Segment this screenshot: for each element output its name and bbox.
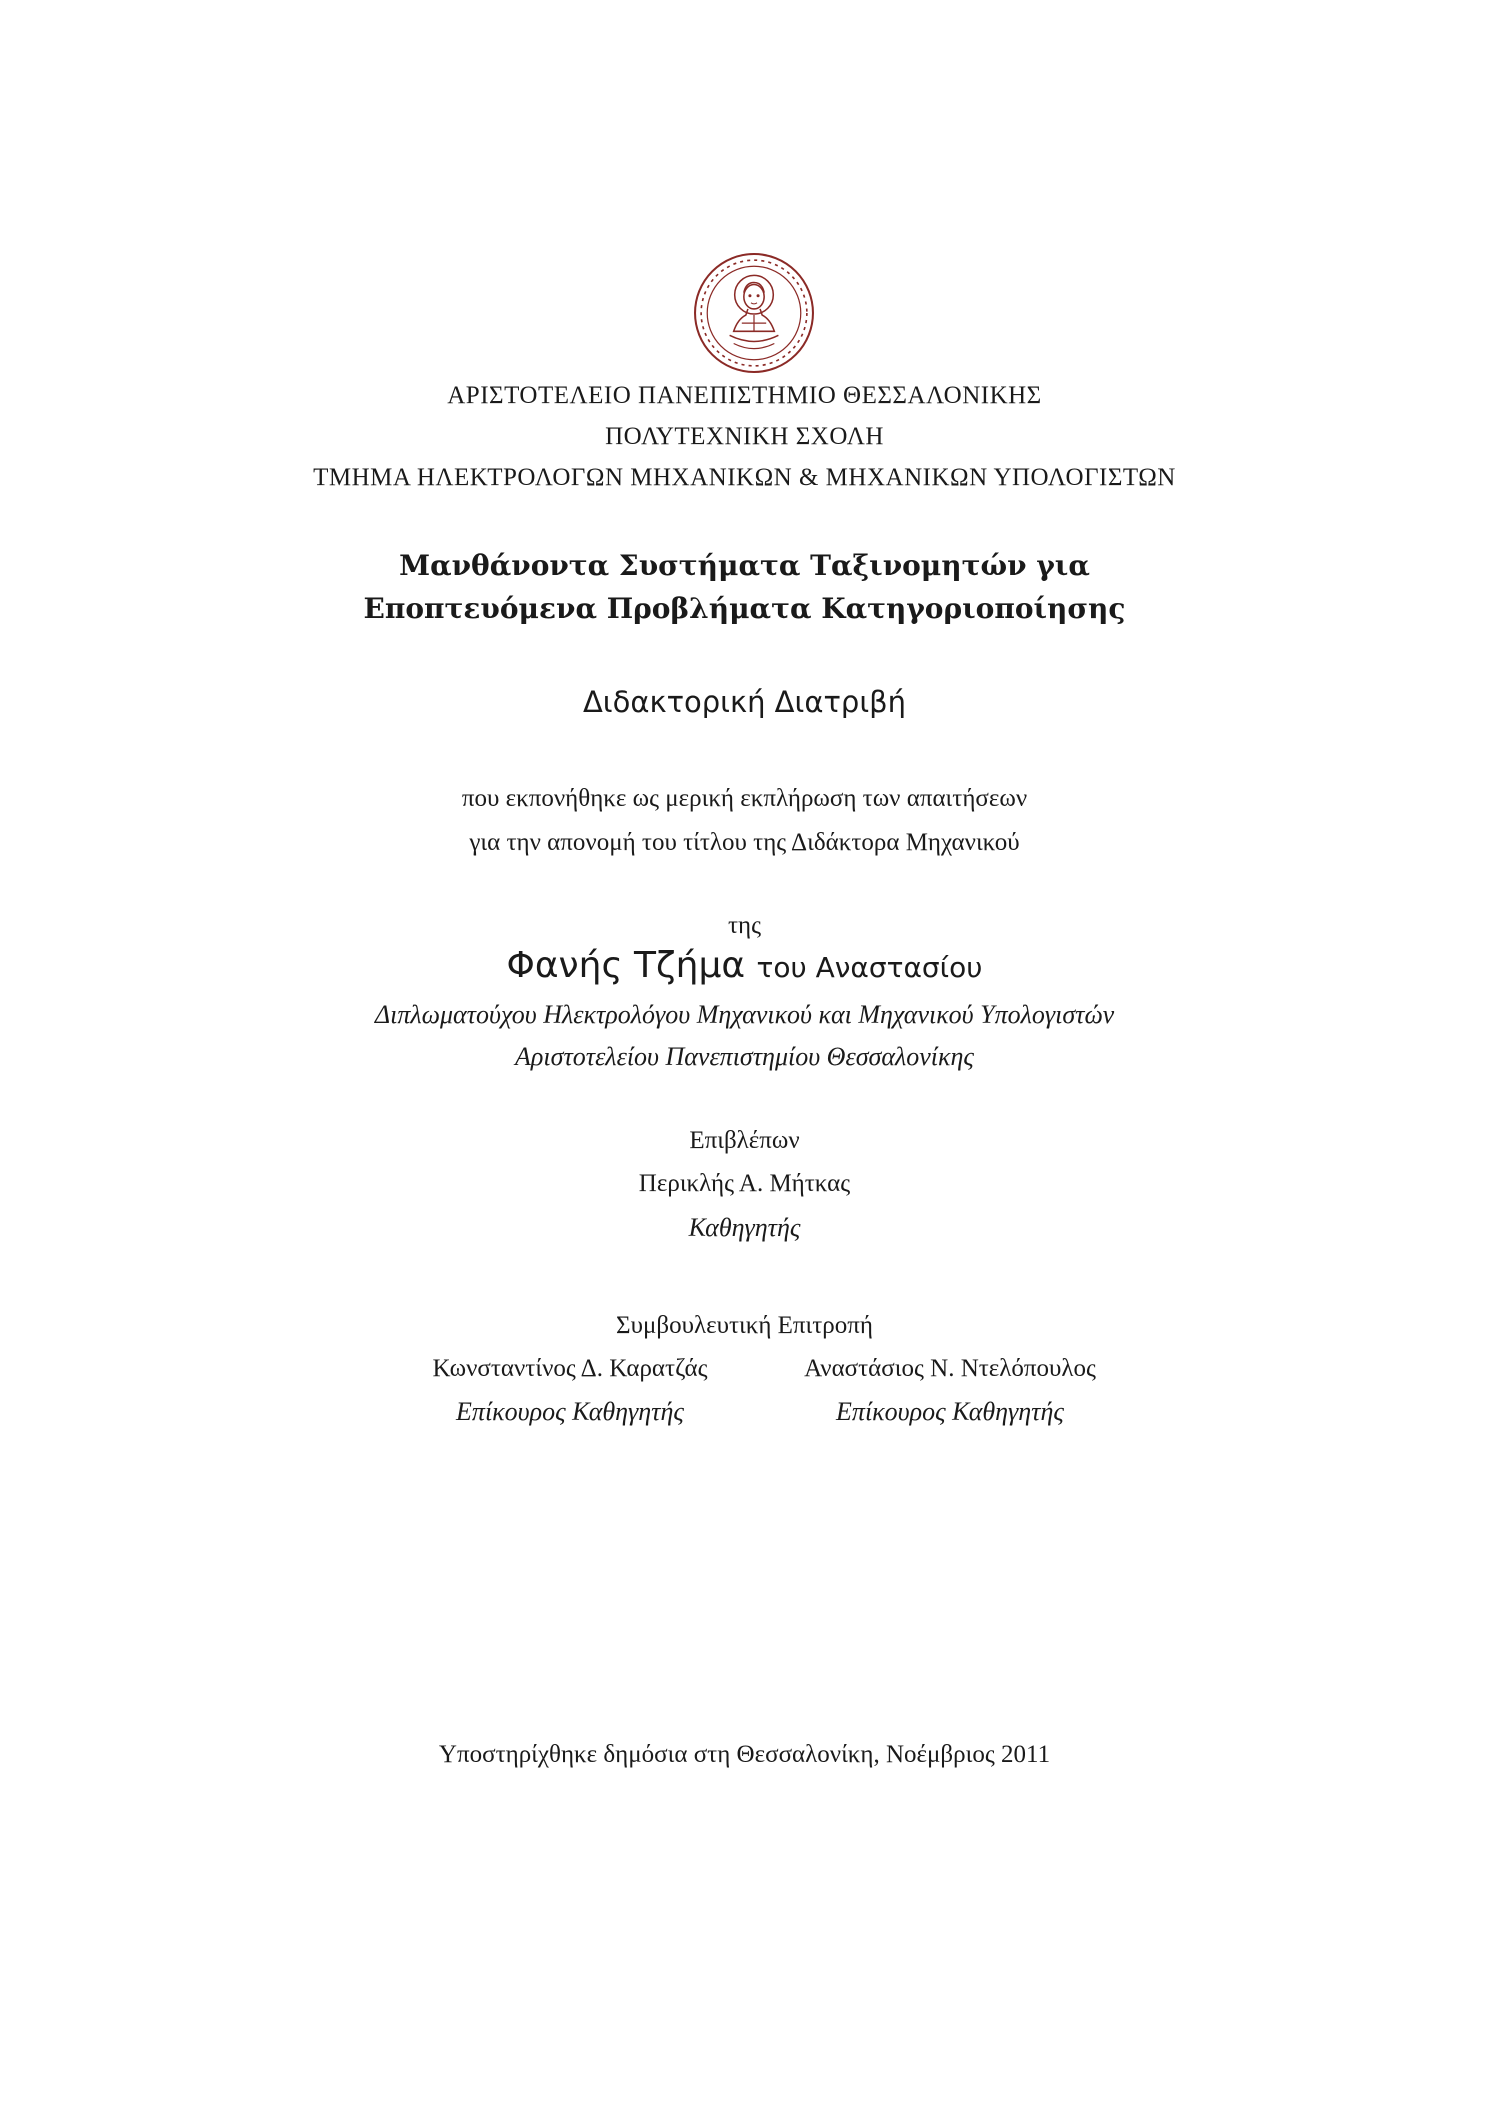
committee-member-2-name: Αναστάσιος Ν. Ντελόπουλος — [804, 1355, 1096, 1382]
supervisor-name: Περικλής Α. Μήτκας — [638, 1170, 851, 1197]
school-name: ΠΟΛΥΤΕΧΝΙΚΗ ΣΧΟΛΗ — [605, 423, 884, 450]
author-line — [0, 945, 1489, 986]
document-type: Διδακτορική Διατριβή — [582, 685, 907, 719]
committee-member-1-rank: Επίκουρος Καθηγητής — [456, 1397, 684, 1426]
department-name: ΤΜΗΜΑ ΗΛΕΚΤΡΟΛΟΓΩΝ ΜΗΧΑΝΙΚΩΝ & ΜΗΧΑΝΙΚΩΝ ΥΠΟΛΟΓΙΣΤΩΝ — [313, 464, 1176, 491]
purpose-line-1: που εκπονήθηκε ως μερική εκπλήρωση των απαιτήσεων — [461, 785, 1028, 812]
defense-statement: Υποστηρίχθηκε δημόσια στη Θεσσαλονίκη, Νοέμβριος 2011 — [438, 1741, 1051, 1768]
thesis-title-line-1: Μανθάνοντα Συστήματα Ταξινομητών για — [399, 549, 1090, 582]
author-father: του Αναστασίου — [756, 951, 983, 984]
committee-heading: Συμβουλευτική Επιτροπή — [616, 1312, 873, 1339]
author-name: Φανής Τζήμα — [506, 945, 746, 986]
purpose-line-2: για την απονομή του τίτλου της Διδάκτορα Μηχανικού — [469, 829, 1020, 856]
author-degree-line-2: Αριστοτελείου Πανεπιστημίου Θεσσαλονίκης — [515, 1042, 974, 1071]
supervisor-heading: Επιβλέπων — [689, 1127, 800, 1154]
university-name: ΑΡΙΣΤΟΤΕΛΕΙΟ ΠΑΝΕΠΙΣΤΗΜΙΟ ΘΕΣΣΑΛΟΝΙΚΗΣ — [447, 382, 1042, 409]
university-seal-icon — [693, 252, 815, 374]
author-degree-line-1: Διπλωματούχου Ηλεκτρολόγου Μηχανικού και Μηχανικού Υπολογιστών — [374, 1000, 1115, 1029]
thesis-title-line-2: Εποπτευόμενα Προβλήματα Κατηγοριοποίησης — [363, 592, 1126, 625]
author-preposition: της — [727, 912, 762, 939]
committee-member-2-rank: Επίκουρος Καθηγητής — [836, 1397, 1064, 1426]
supervisor-rank: Καθηγητής — [688, 1213, 801, 1242]
committee-member-1-name: Κωνσταντίνος Δ. Καρατζάς — [432, 1355, 708, 1382]
